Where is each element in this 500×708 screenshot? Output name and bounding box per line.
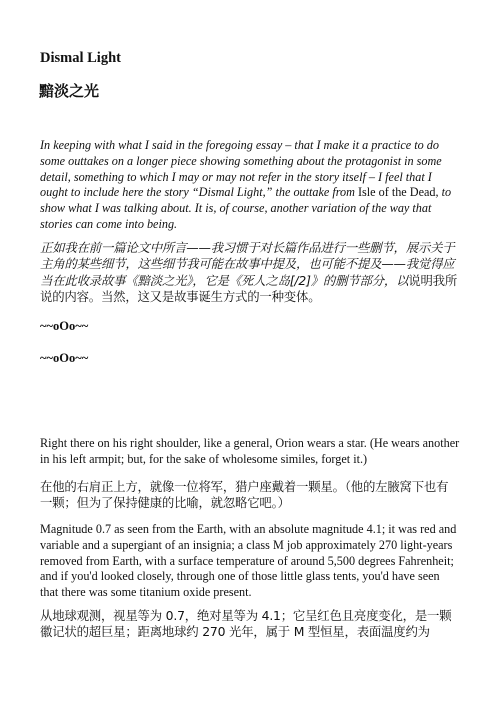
separator-2: ~~oOo~~ bbox=[40, 351, 89, 365]
intro-zh-italic: 正如我在前一篇论文中所言——我习惯于对长篇作品进行一些删节，展示关于主角的某些细节，这些细节我可能在故事中提及，也可能不提及——我觉得应当在此收录故事《黯淡之光》，它是《死人之岛[/2]》的删节部分，以 bbox=[40, 240, 455, 288]
title-chinese: 黯淡之光 bbox=[39, 82, 100, 100]
intro-book-title: Isle of the Dead bbox=[357, 185, 436, 200]
paragraph-1-chinese: 在他的右肩正上方，就像一位将军，猎户座戴着一颗星。（他的左腋窝下也有一颗；但为了保持健康的比喻，就忽略它吧。） bbox=[40, 479, 449, 511]
paragraph-2-chinese: 从地球观测，视星等为 0.7，绝对星等为 4.1；它呈红色且亮度变化，是一颗徽记状的超巨星；距离地球约 270 光年，属于 M 型恒星，表面温度约为 bbox=[40, 608, 452, 640]
title-english: Dismal Light bbox=[40, 50, 121, 66]
intro-text-part-2: , to show what I was talking about. It is, of course, another variation of the way that stories can come into being. bbox=[40, 185, 452, 231]
intro-paragraph-english bbox=[40, 138, 460, 233]
intro-text-part-1: In keeping with what I said in the foregoing essay – that I make it a practice to do some outtakes on a longer piece showing something about the protagonist in some detail, something to which I may or may not refer in the story itself – I feel that I ought to include here the story “Dismal Light,” the outtake from bbox=[40, 138, 442, 200]
separator-1: ~~oOo~~ bbox=[40, 319, 89, 333]
paragraph-2-english: Magnitude 0.7 as seen from the Earth, with an absolute magnitude 4.1; it was red and variable and a supergiant of an insignia; a class M job approximately 270 light-years removed from Earth, with a surface temperature of around 5,500 degrees Fahrenheit; and if you'd looked closely, through one of those little glass tents, you'd have seen that there was some titanium oxide present. bbox=[40, 522, 457, 600]
intro-paragraph-chinese bbox=[40, 240, 460, 306]
paragraph-1-english: Right there on his right shoulder, like a general, Orion wears a star. (He wears another in his left armpit; but, for the sake of wholesome similes, forget it.) bbox=[40, 436, 460, 466]
intro-zh-upright: 说明我所说的内容。当然，这又是故事诞生方式的一种变体。 bbox=[40, 272, 458, 305]
